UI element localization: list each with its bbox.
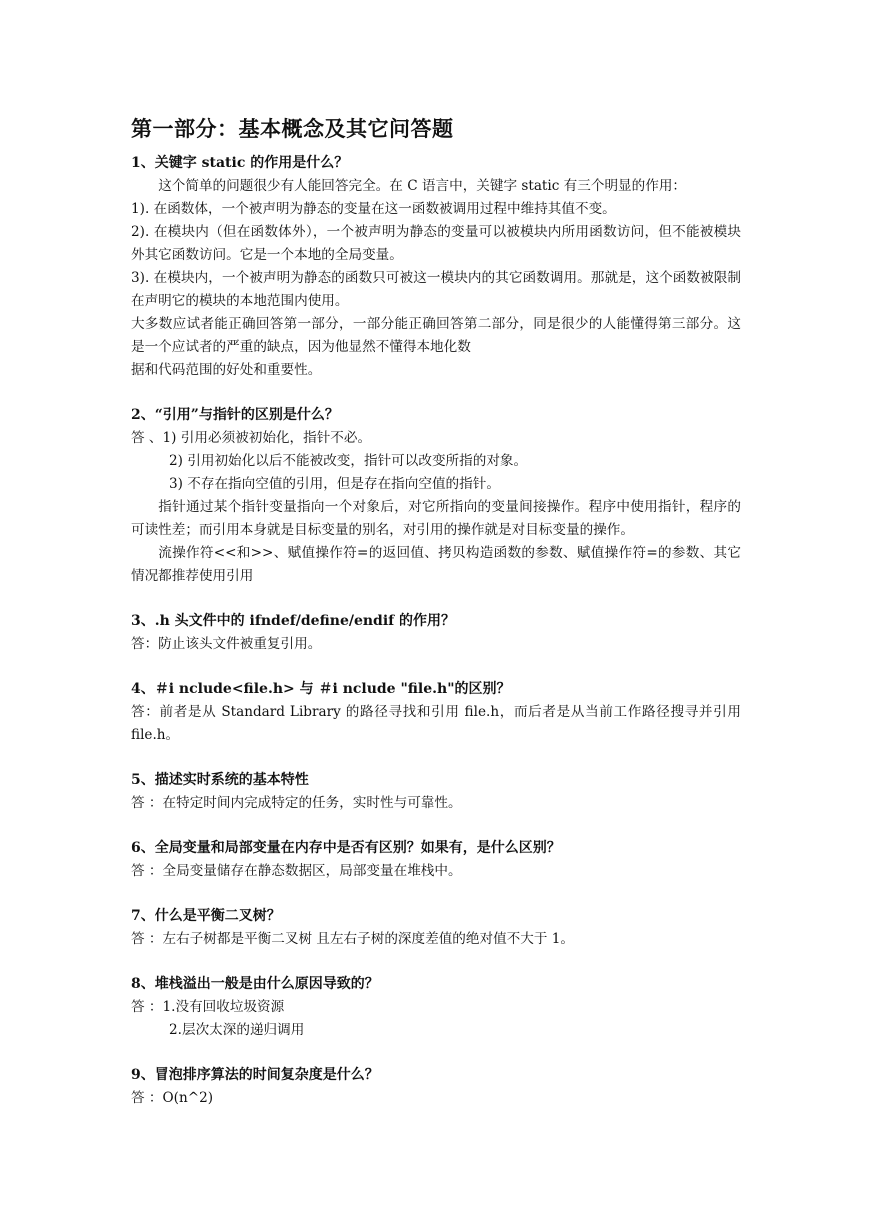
question-9: 9、冒泡排序算法的时间复杂度是什么？ [131, 1067, 379, 1083]
question-5: 5、描述实时系统的基本特性 [131, 772, 309, 788]
question-3: 3、.h 头文件中的 ifndef/define/endif 的作用？ [131, 613, 456, 629]
question-block-9 [131, 1064, 741, 1110]
answer-2-line-3: 3) 不存在指向空值的引用，但是存在指向空值的指针。 [169, 476, 500, 492]
question-6: 6、全局变量和局部变量在内存中是否有区别？如果有，是什么区别？ [131, 840, 561, 856]
question-1: 1、关键字 static 的作用是什么？ [131, 155, 349, 171]
answer-1-intro: 这个简单的问题很少有人能回答完全。在 C 语言中，关键字 static 有三个明显的作用： [158, 178, 687, 194]
question-block-4 [131, 678, 741, 747]
question-8: 8、堆栈溢出一般是由什么原因导致的？ [131, 976, 379, 992]
answer-3: 答：防止该头文件被重复引用。 [131, 636, 322, 652]
answer-1-note-cont: 据和代码范围的好处和重要性。 [131, 362, 322, 378]
question-block-3 [131, 610, 741, 656]
page-title: 第一部分：基本概念及其它问答题 [131, 116, 454, 141]
answer-2-paragraph-2: 流操作符<<和>>、赋值操作符=的返回值、拷贝构造函数的参数、赋值操作符=的参数、其它情况都推荐使用引用 [131, 545, 741, 584]
question-block-8 [131, 973, 741, 1042]
question-block-6 [131, 837, 741, 883]
answer-8-line-1: 答 ：1.没有回收垃圾资源 [131, 999, 285, 1015]
answer-7: 答 ：左右子树都是平衡二叉树 且左右子树的深度差值的绝对值不大于 1。 [131, 931, 575, 947]
question-block-7 [131, 905, 741, 951]
question-block-5 [131, 769, 741, 815]
answer-8-line-2: 2.层次太深的递归调用 [169, 1022, 305, 1038]
question-4: 4、＃i nclude<file.h> 与 ＃i nclude "file.h"的区别？ [131, 681, 511, 697]
answer-1-point-3: 3). 在模块内，一个被声明为静态的函数只可被这一模块内的其它函数调用。那就是，这个函数被限制在声明它的模块的本地范围内使用。 [131, 270, 741, 309]
question-2: 2、“引用”与指针的区别是什么？ [131, 407, 339, 423]
answer-1-note: 大多数应试者能正确回答第一部分，一部分能正确回答第二部分，同是很少的人能懂得第三部分。这是一个应试者的严重的缺点，因为他显然不懂得本地化数 [131, 316, 741, 355]
question-block-2 [131, 404, 741, 588]
answer-2-line-1: 答 、1) 引用必须被初始化，指针不必。 [131, 430, 372, 446]
answer-9: 答 ：O(n^2) [131, 1090, 214, 1106]
answer-6: 答 ：全局变量储存在静态数据区，局部变量在堆栈中。 [131, 863, 462, 879]
answer-1-point-1: 1). 在函数体，一个被声明为静态的变量在这一函数被调用过程中维持其值不变。 [131, 201, 616, 217]
answer-5: 答 ：在特定时间内完成特定的任务，实时性与可靠性。 [131, 795, 462, 811]
answer-4: 答：前者是从 Standard Library 的路径寻找和引用 file.h，而后者是从当前工作路径搜寻并引用 file.h。 [131, 704, 741, 743]
answer-2-paragraph-1: 指针通过某个指针变量指向一个对象后，对它所指向的变量间接操作。程序中使用指针，程序的可读性差；而引用本身就是目标变量的别名，对引用的操作就是对目标变量的操作。 [131, 499, 741, 538]
question-7: 7、什么是平衡二叉树？ [131, 908, 281, 924]
document-page [131, 116, 741, 1110]
answer-1-point-2: 2). 在模块内（但在函数体外），一个被声明为静态的变量可以被模块内所用函数访问，但不能被模块外其它函数访问。它是一个本地的全局变量。 [131, 224, 741, 263]
question-block-1 [131, 152, 741, 382]
answer-2-line-2: 2) 引用初始化以后不能被改变，指针可以改变所指的对象。 [169, 453, 528, 469]
